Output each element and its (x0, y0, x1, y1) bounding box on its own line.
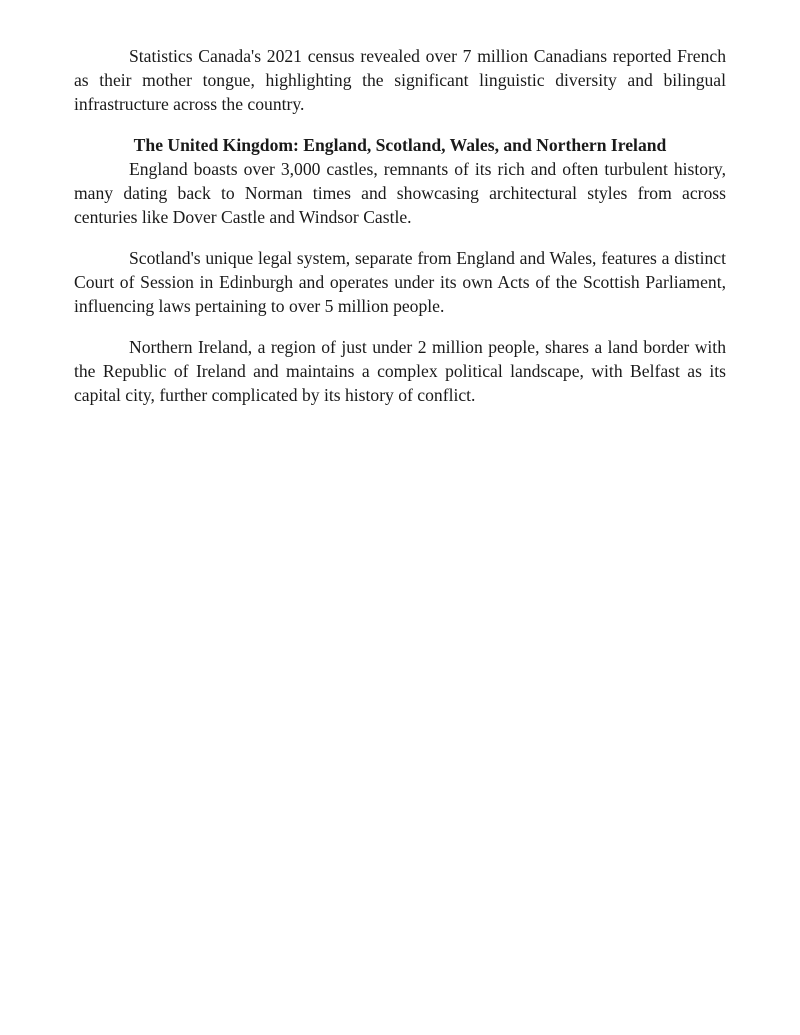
paragraph-canada-census: Statistics Canada's 2021 census revealed over 7 million Canadians reported French as their mother tongue, highlighting the significant linguistic diversity and bilingual infrastructure across the country. (74, 46, 726, 114)
paragraph-spacer (74, 116, 726, 133)
paragraph-scotland-legal: Scotland's unique legal system, separate from England and Wales, features a distinct Court of Session in Edinburgh and operates under its own Acts of the Scottish Parliament, influencing laws pertaining to over 5 million people. (74, 248, 726, 316)
document-page (74, 44, 726, 407)
paragraph-spacer (74, 318, 726, 335)
paragraph-northern-ireland: Northern Ireland, a region of just under 2 million people, shares a land border with the Republic of Ireland and maintains a complex political landscape, with Belfast as its capital city, further complicated by its history of conflict. (74, 337, 726, 405)
paragraph-england-castles: England boasts over 3,000 castles, remnants of its rich and often turbulent history, many dating back to Norman times and showcasing architectural styles from across centuries like Dover Castle and Windsor Castle. (74, 159, 726, 227)
paragraph-spacer (74, 229, 726, 246)
section-heading-uk: The United Kingdom: England, Scotland, Wales, and Northern Ireland (133, 135, 667, 155)
